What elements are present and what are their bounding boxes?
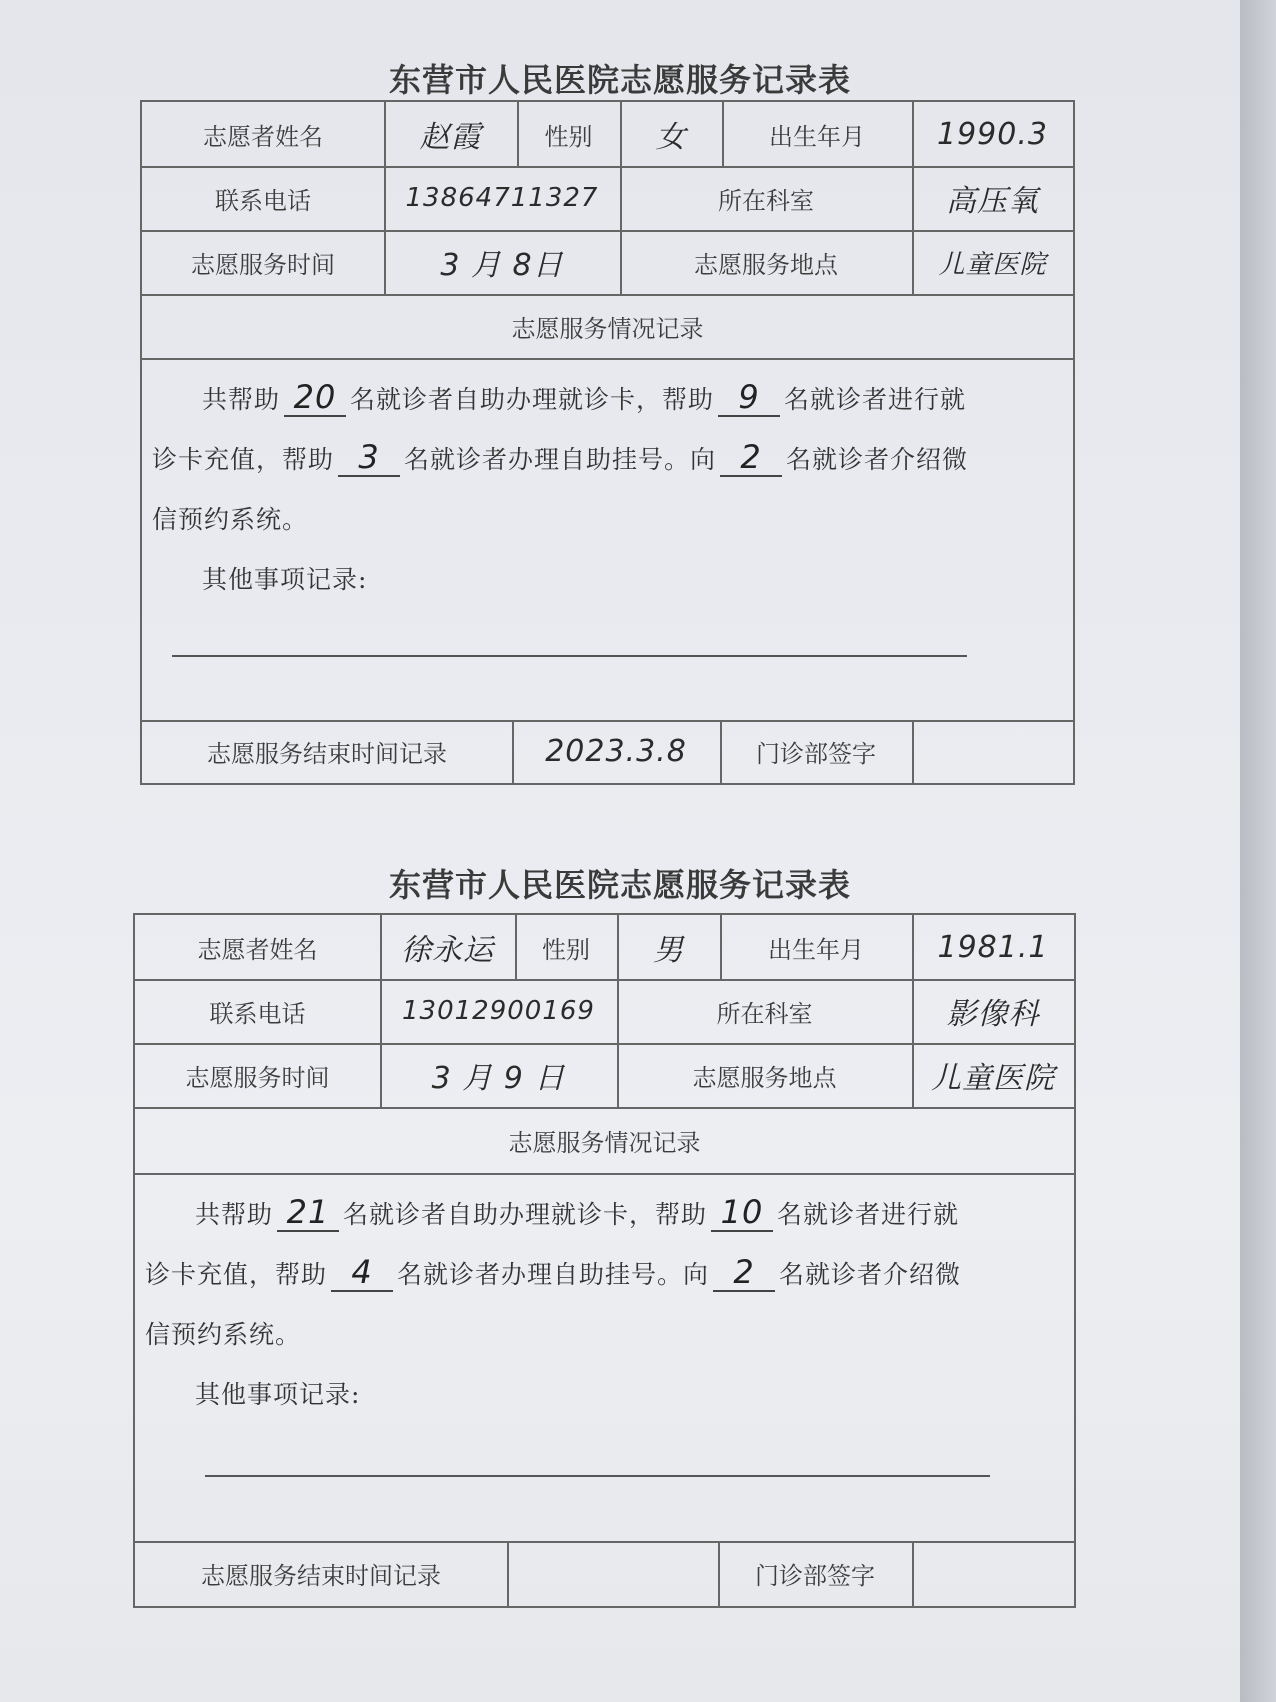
end-time-value [507,1541,718,1606]
signature-label: 门诊部签字 [756,740,876,768]
birth-label: 出生年月 [768,935,864,964]
volunteer-form-2 [0,805,1240,1625]
section-heading: 志愿服务情况记录 [508,1128,701,1157]
service-time-label: 志愿服务时间 [185,1063,330,1092]
name-label: 志愿者姓名 [203,122,323,151]
service-place-label: 志愿服务地点 [694,250,838,279]
service-record-paragraph: 共帮助 21 名就诊者自助办理就诊卡，帮助 10 名就诊者进行就 诊卡充值，帮助 4 名就诊者办理自助挂号。向 2 名就诊者介绍微 信预约系统。 其他事项记录: [145,1185,1070,1425]
service-place-label: 志愿服务地点 [692,1063,837,1092]
gender-value: 男 [653,933,684,968]
wechat-count: 2 [713,1254,775,1292]
service-time-value: 3 月 9 日 [431,1061,566,1096]
wechat-count: 2 [720,439,782,477]
dept-label: 所在科室 [718,186,814,215]
form-table [133,913,1076,1608]
end-time-value: 2023.3.8 [545,734,687,769]
service-record-paragraph: 共帮助 20 名就诊者自助办理就诊卡，帮助 9 名就诊者进行就 诊卡充值，帮助 3 名就诊者办理自助挂号。向 2 名就诊者介绍微 信预约系统。 其他事项记录: [152,370,1067,610]
cards-count: 21 [277,1194,339,1232]
other-notes-line [172,655,967,657]
gender-label: 性别 [544,122,593,151]
birth-label: 出生年月 [769,122,865,151]
end-time-label: 志愿服务结束时间记录 [207,740,447,768]
service-place-value: 儿童医院 [938,249,1047,280]
other-label: 其他事项记录: [202,565,368,594]
paper-edge [1240,0,1276,1702]
other-label: 其他事项记录: [195,1380,361,1409]
name-value: 徐永运 [401,933,494,968]
name-label: 志愿者姓名 [197,935,318,964]
birth-value: 1990.3 [937,116,1048,152]
gender-label: 性别 [542,935,590,964]
dept-value: 高压氧 [946,184,1039,219]
phone-label: 联系电话 [209,999,306,1028]
cards-count: 20 [284,379,346,417]
gender-value: 女 [655,120,687,155]
form-table [140,100,1075,785]
name-value: 赵霞 [419,120,482,155]
service-place-value: 儿童医院 [931,1061,1055,1096]
section-heading: 志愿服务情况记录 [511,314,704,343]
registration-count: 4 [331,1254,393,1292]
end-time-label: 志愿服务结束时间记录 [201,1562,441,1590]
form-title: 东营市人民医院志愿服务记录表 [388,866,851,904]
registration-count: 3 [338,439,400,477]
birth-value: 1981.1 [937,929,1049,965]
signature-value [912,720,1073,783]
dept-label: 所在科室 [716,999,813,1028]
phone-label: 联系电话 [215,186,311,215]
recharge-count: 9 [718,379,780,417]
volunteer-form-1 [0,0,1240,800]
form-title: 东营市人民医院志愿服务记录表 [388,61,851,99]
signature-label: 门诊部签字 [755,1562,875,1590]
signature-value [912,1541,1074,1606]
recharge-count: 10 [711,1194,773,1232]
service-time-value: 3 月 8日 [440,248,564,283]
phone-value: 13012900169 [402,996,595,1026]
phone-value: 13864711327 [405,183,599,213]
other-notes-line [205,1475,990,1477]
service-time-label: 志愿服务时间 [191,250,335,279]
dept-value: 影像科 [946,997,1040,1032]
